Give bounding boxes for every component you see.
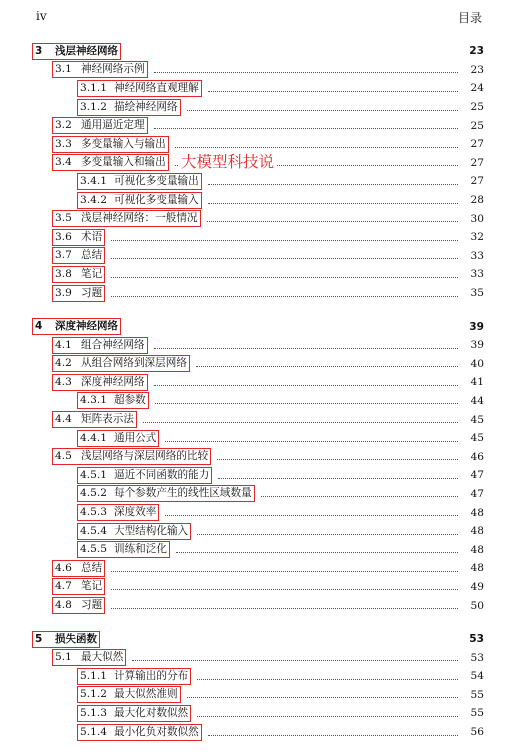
toc-entry-title: 习题 xyxy=(81,286,103,299)
toc-entry-link[interactable] xyxy=(52,136,169,153)
toc-entry-page: 33 xyxy=(470,268,484,281)
toc-entry-link[interactable] xyxy=(52,649,126,666)
toc-entry-title: 可视化多变量输出 xyxy=(114,174,199,187)
toc-entry-page: 32 xyxy=(470,231,484,244)
toc-entry-number: 4.5.4 xyxy=(80,524,107,537)
toc-entry-page: 47 xyxy=(470,469,484,482)
toc-dot-leader xyxy=(175,147,458,148)
toc-dot-leader xyxy=(132,660,458,661)
toc-entry-title: 笔记 xyxy=(81,580,103,593)
toc-dot-leader xyxy=(217,459,458,460)
toc-entry-link[interactable] xyxy=(77,668,191,685)
toc-dot-leader xyxy=(154,128,458,129)
toc-entry-title: 笔记 xyxy=(81,267,103,280)
toc-entry[interactable] xyxy=(32,559,484,578)
toc-entry[interactable] xyxy=(32,336,484,355)
toc-dot-leader xyxy=(154,72,458,73)
toc-entry[interactable] xyxy=(32,485,484,504)
toc-entry-page: 54 xyxy=(470,670,484,683)
toc-entry[interactable] xyxy=(32,284,484,303)
toc-entry-number: 5.1.1 xyxy=(80,669,107,682)
toc-dot-leader xyxy=(154,348,458,349)
toc-entry[interactable] xyxy=(32,373,484,392)
toc-dot-leader xyxy=(111,240,458,241)
table-of-contents xyxy=(32,42,484,741)
toc-entry-page: 55 xyxy=(470,688,484,701)
toc-entry-title: 最大似然 xyxy=(81,651,124,664)
toc-entry[interactable] xyxy=(32,686,484,705)
toc-dot-leader xyxy=(155,403,458,404)
toc-entry[interactable] xyxy=(32,447,484,466)
toc-entry[interactable] xyxy=(32,191,484,210)
toc-entry[interactable] xyxy=(32,503,484,522)
toc-entry-number: 3.1 xyxy=(55,63,72,76)
toc-entry-title: 总结 xyxy=(81,249,103,262)
toc-entry-title: 通用逼近定理 xyxy=(81,119,145,132)
toc-entry-title: 深度神经网络 xyxy=(55,320,118,333)
toc-entry-link[interactable] xyxy=(52,154,169,171)
toc-entry-link[interactable] xyxy=(52,411,137,428)
toc-entry[interactable] xyxy=(32,667,484,686)
toc-entry-title: 每个参数产生的线性区域数量 xyxy=(114,487,252,500)
toc-dot-leader xyxy=(208,91,458,92)
toc-entry-number: 4.8 xyxy=(55,599,72,612)
toc-entry-page: 47 xyxy=(470,487,484,500)
toc-entry-number: 3.1.2 xyxy=(80,100,107,113)
toc-entry-page: 23 xyxy=(469,45,484,58)
toc-entry-number: 4.3.1 xyxy=(80,394,107,407)
toc-entry-page: 53 xyxy=(469,633,484,646)
toc-entry-title: 训练和泛化 xyxy=(114,543,167,556)
toc-entry-title: 多变量输入与输出 xyxy=(81,137,166,150)
toc-entry-link[interactable] xyxy=(52,337,148,354)
toc-dot-leader xyxy=(165,515,458,516)
toc-entry-link[interactable] xyxy=(52,117,148,134)
toc-entry-number: 3.4 xyxy=(55,156,72,169)
toc-entry-title: 浅层神经网络 xyxy=(55,44,118,57)
toc-entry-number: 4 xyxy=(35,320,43,333)
toc-entry-title: 最小化负对数似然 xyxy=(114,725,199,738)
toc-entry-title: 习题 xyxy=(81,599,103,612)
page-number-label: iv xyxy=(36,9,47,23)
toc-entry-page: 45 xyxy=(470,413,484,426)
toc-entry[interactable] xyxy=(32,247,484,266)
toc-entry-page: 40 xyxy=(470,357,484,370)
toc-entry-number: 4.5.2 xyxy=(80,487,107,500)
toc-entry-number: 3 xyxy=(35,44,43,57)
toc-entry-number: 3.8 xyxy=(55,267,72,280)
toc-entry-title: 通用公式 xyxy=(114,431,157,444)
toc-entry-page: 48 xyxy=(470,562,484,575)
toc-entry[interactable] xyxy=(32,596,484,615)
toc-entry-link[interactable] xyxy=(77,705,191,722)
toc-entry-title: 神经网络直观理解 xyxy=(114,81,199,94)
toc-entry-number: 5.1.2 xyxy=(80,688,107,701)
toc-dot-leader xyxy=(111,277,458,278)
toc-entry[interactable] xyxy=(32,410,484,429)
toc-entry[interactable] xyxy=(32,172,484,191)
toc-entry-title: 总结 xyxy=(81,561,103,574)
toc-entry-link[interactable] xyxy=(77,430,159,447)
toc-entry[interactable] xyxy=(32,723,484,742)
toc-dot-leader xyxy=(165,441,458,442)
toc-entry-title: 从组合网络到深层网络 xyxy=(81,357,187,370)
toc-entry-number: 4.7 xyxy=(55,580,72,593)
toc-entry-link[interactable] xyxy=(77,686,181,703)
toc-entry-number: 4.6 xyxy=(55,561,72,574)
toc-entry-page: 27 xyxy=(470,156,484,169)
toc-dot-leader xyxy=(111,258,458,259)
toc-entry-link[interactable] xyxy=(52,560,105,577)
toc-dot-leader xyxy=(111,608,458,609)
toc-entry-number: 5.1.3 xyxy=(80,706,107,719)
toc-entry-link[interactable] xyxy=(77,80,202,97)
toc-entry-page: 56 xyxy=(470,726,484,739)
toc-dot-leader xyxy=(111,296,458,297)
toc-entry-title: 大型结构化输入 xyxy=(114,524,189,537)
toc-entry-title: 最大似然准则 xyxy=(114,688,178,701)
toc-entry-number: 4.4 xyxy=(55,413,72,426)
toc-entry-title: 矩阵表示法 xyxy=(81,413,134,426)
toc-dot-leader xyxy=(218,478,458,479)
toc-dot-leader xyxy=(111,589,458,590)
toc-entry-number: 3.2 xyxy=(55,119,72,132)
toc-dot-leader xyxy=(197,716,458,717)
toc-entry-title: 超参数 xyxy=(114,394,146,407)
toc-entry[interactable] xyxy=(32,61,484,80)
toc-entry-title: 逼近不同函数的能力 xyxy=(114,468,210,481)
toc-entry-page: 48 xyxy=(470,506,484,519)
toc-entry-title: 可视化多变量输入 xyxy=(114,193,199,206)
toc-entry-title: 描绘神经网络 xyxy=(114,100,178,113)
toc-entry-number: 5.1 xyxy=(55,651,72,664)
toc-entry-title: 最大化对数似然 xyxy=(114,706,189,719)
toc-entry-title: 浅层神经网络：一般情况 xyxy=(81,212,198,225)
toc-entry-page: 25 xyxy=(470,119,484,132)
toc-entry-page: 55 xyxy=(470,707,484,720)
toc-entry-link[interactable] xyxy=(52,578,105,595)
toc-entry[interactable] xyxy=(32,355,484,374)
running-header-title: 目录 xyxy=(457,11,482,25)
toc-entry[interactable] xyxy=(32,98,484,117)
toc-entry-link[interactable] xyxy=(77,99,181,116)
toc-entry-page: 45 xyxy=(470,432,484,445)
toc-entry-link[interactable] xyxy=(52,229,105,246)
toc-entry-link[interactable] xyxy=(32,43,121,60)
toc-entry-page: 48 xyxy=(470,543,484,556)
toc-entry-number: 3.4.2 xyxy=(80,193,107,206)
toc-entry[interactable] xyxy=(32,42,484,61)
toc-entry-number: 4.3 xyxy=(55,375,72,388)
toc-entry-link[interactable] xyxy=(52,266,105,283)
toc-entry-page: 53 xyxy=(470,651,484,664)
toc-dot-leader xyxy=(196,366,458,367)
toc-entry-number: 4.2 xyxy=(55,357,72,370)
toc-entry[interactable] xyxy=(32,704,484,723)
toc-entry[interactable] xyxy=(32,79,484,98)
toc-dot-leader xyxy=(176,552,458,553)
toc-entry-page: 41 xyxy=(470,376,484,389)
toc-entry[interactable] xyxy=(32,648,484,667)
toc-dot-leader xyxy=(143,422,458,423)
toc-entry-link[interactable] xyxy=(52,210,201,227)
toc-entry-link[interactable] xyxy=(77,467,212,484)
toc-entry[interactable] xyxy=(32,630,484,649)
toc-entry-page: 23 xyxy=(470,63,484,76)
toc-entry-link[interactable] xyxy=(77,485,255,502)
toc-entry-link[interactable] xyxy=(77,173,202,190)
toc-entry[interactable] xyxy=(32,522,484,541)
toc-entry[interactable] xyxy=(32,317,484,336)
toc-entry-link[interactable] xyxy=(32,318,121,335)
toc-entry-page: 50 xyxy=(470,599,484,612)
toc-entry-page: 24 xyxy=(470,82,484,95)
toc-dot-leader xyxy=(197,679,458,680)
toc-entry-page: 33 xyxy=(470,249,484,262)
toc-entry-number: 3.1.1 xyxy=(80,81,107,94)
toc-entry-number: 3.6 xyxy=(55,230,72,243)
toc-entry-title: 损失函数 xyxy=(55,632,97,645)
toc-dot-leader xyxy=(261,496,458,497)
toc-entry-link[interactable] xyxy=(52,448,211,465)
toc-entry[interactable] xyxy=(32,265,484,284)
toc-entry-link[interactable] xyxy=(52,61,148,78)
toc-entry-number: 4.4.1 xyxy=(80,431,107,444)
toc-entry-page: 48 xyxy=(470,525,484,538)
toc-entry[interactable] xyxy=(32,209,484,228)
toc-entry-link[interactable] xyxy=(52,247,105,264)
toc-entry-number: 4.5 xyxy=(55,450,72,463)
toc-entry[interactable] xyxy=(32,392,484,411)
toc-dot-leader xyxy=(207,221,458,222)
toc-entry-page: 35 xyxy=(470,287,484,300)
toc-entry-page: 49 xyxy=(470,580,484,593)
toc-entry-number: 4.5.3 xyxy=(80,506,107,519)
toc-dot-leader xyxy=(187,110,458,111)
toc-entry-number: 3.4.1 xyxy=(80,174,107,187)
toc-entry-title: 术语 xyxy=(81,230,103,243)
toc-entry-page: 39 xyxy=(469,320,484,333)
toc-dot-leader xyxy=(111,571,458,572)
toc-entry-title: 组合神经网络 xyxy=(81,338,145,351)
toc-dot-leader xyxy=(187,697,458,698)
toc-entry-title: 计算输出的分布 xyxy=(114,669,189,682)
toc-entry-number: 3.5 xyxy=(55,212,72,225)
toc-entry-title: 深度效率 xyxy=(114,506,157,519)
toc-entry-page: 44 xyxy=(470,394,484,407)
toc-entry[interactable] xyxy=(32,540,484,559)
watermark-text: 大模型科技说 xyxy=(179,150,276,172)
toc-entry-link[interactable] xyxy=(52,355,190,372)
toc-entry-number: 3.3 xyxy=(55,137,72,150)
toc-entry-link[interactable] xyxy=(52,597,105,614)
toc-dot-leader xyxy=(154,385,458,386)
toc-entry-number: 4.1 xyxy=(55,338,72,351)
toc-entry-title: 多变量输入和输出 xyxy=(81,156,166,169)
toc-dot-leader xyxy=(208,203,458,204)
toc-entry-title: 神经网络示例 xyxy=(81,63,145,76)
toc-entry-link[interactable] xyxy=(52,374,148,391)
toc-entry[interactable] xyxy=(32,466,484,485)
toc-entry[interactable] xyxy=(32,116,484,135)
toc-entry-title: 浅层网络与深层网络的比较 xyxy=(81,450,209,463)
toc-entry[interactable] xyxy=(32,429,484,448)
toc-entry-number: 3.7 xyxy=(55,249,72,262)
toc-entry-link[interactable] xyxy=(32,631,100,648)
toc-entry-link[interactable] xyxy=(77,504,159,521)
toc-entry-link[interactable] xyxy=(77,523,191,540)
toc-entry-number: 5.1.4 xyxy=(80,725,107,738)
toc-entry-title: 深度神经网络 xyxy=(81,375,145,388)
toc-entry-number: 3.9 xyxy=(55,286,72,299)
toc-entry-link[interactable] xyxy=(77,192,202,209)
toc-entry-number: 4.5.1 xyxy=(80,468,107,481)
toc-entry-link[interactable] xyxy=(52,285,105,302)
toc-entry-page: 28 xyxy=(470,194,484,207)
toc-dot-leader xyxy=(208,735,458,736)
toc-entry-page: 46 xyxy=(470,450,484,463)
toc-entry-page: 39 xyxy=(470,339,484,352)
toc-entry-number: 4.5.5 xyxy=(80,543,107,556)
toc-entry-link[interactable] xyxy=(77,541,170,558)
toc-entry-link[interactable] xyxy=(77,724,202,741)
toc-entry[interactable] xyxy=(32,578,484,597)
toc-entry-page: 27 xyxy=(470,138,484,151)
toc-entry-page: 30 xyxy=(470,212,484,225)
toc-dot-leader xyxy=(197,534,458,535)
toc-entry-number: 5 xyxy=(35,632,43,645)
toc-entry-link[interactable] xyxy=(77,392,149,409)
toc-entry-page: 27 xyxy=(470,175,484,188)
toc-dot-leader xyxy=(208,184,458,185)
toc-entry-page: 25 xyxy=(470,101,484,114)
toc-entry[interactable] xyxy=(32,228,484,247)
